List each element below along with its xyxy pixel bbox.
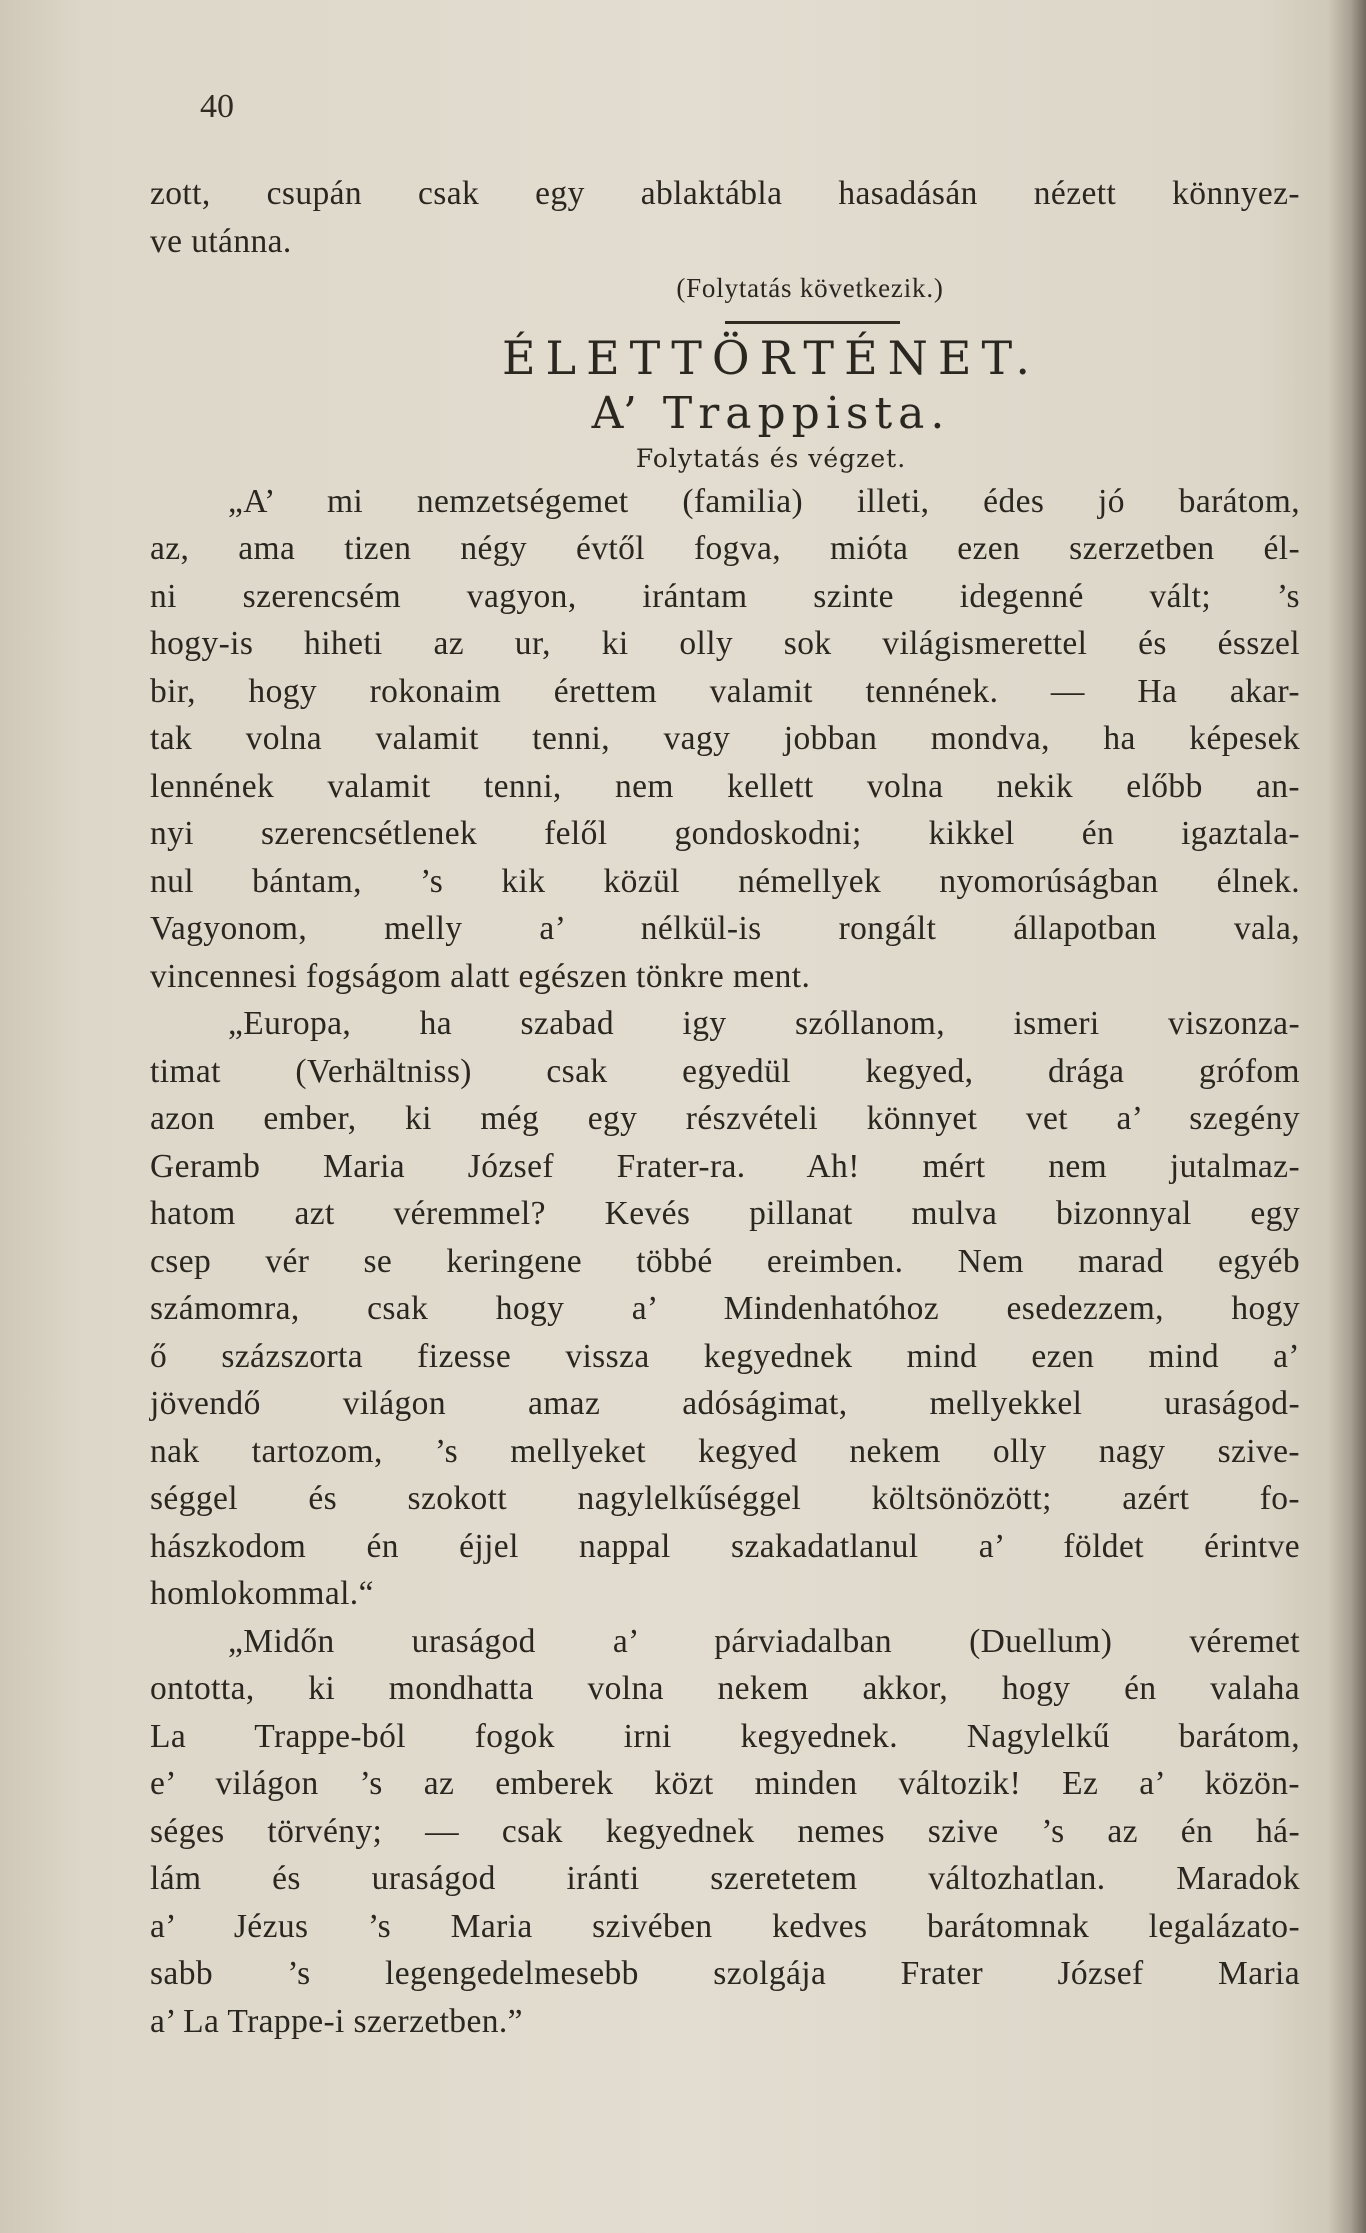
text-block [150, 170, 1300, 2045]
text-line: hatom azt véremmel? Kevés pillanat mulva bizonnyal egy [150, 1195, 1300, 1232]
text-line: az, ama tizen négy évtől fogva, mióta ezen szerzetben él- [150, 530, 1300, 567]
text-line: tak volna valamit tenni, vagy jobban mondva, ha képesek [150, 720, 1300, 757]
text-line: ő százszorta fizesse vissza kegyednek mind ezen mind a’ [150, 1337, 1300, 1375]
text-line: hászkodom én éjjel nappal szakadatlanul a’ földet érintve [150, 1527, 1300, 1565]
text-line: a’ La Trappe-i szerzetben.” [150, 2002, 523, 2040]
text-line: azon ember, ki még egy részvételi könnyet vet a’ szegény [150, 1100, 1300, 1137]
text-line: vincennesi fogságom alatt egészen tönkre ment. [150, 957, 811, 995]
text-line: nul bántam, ’s kik közül némellyek nyomorúságban élnek. [150, 862, 1300, 900]
text-line: séges törvény; — csak kegyednek nemes szive ’s az én há- [150, 1812, 1300, 1850]
section-subheading: A’ Trappista. [591, 387, 951, 439]
text-line: sabb ’s legengedelmesebb szolgája Frater József Maria [150, 1955, 1300, 1992]
text-line: timat (Verhältniss) csak egyedül kegyed, drága grófom [150, 1052, 1300, 1090]
text-line: lennének valamit tenni, nem kellett volna nekik előbb an- [150, 767, 1300, 805]
paragraph [150, 1618, 1300, 2046]
text-line: jövendő világon amaz adóságimat, mellyekkel uraságod- [150, 1385, 1300, 1422]
text-line: nyi szerencsétlenek felől gondoskodni; kikkel én igaztala- [150, 815, 1300, 852]
text-line: „A’ mi nemzetségemet (familia) illeti, édes jó barátom, [228, 482, 1300, 520]
paragraph [150, 478, 1300, 1001]
text-line: bir, hogy rokonaim érettem valamit tennének. — Ha akar- [150, 672, 1300, 710]
text-line: hogy-is hiheti az ur, ki olly sok világismerettel és ésszel [150, 625, 1300, 662]
section-heading: ÉLETTÖRTÉNET. [501, 330, 1041, 385]
text-line: „Midőn uraságod a’ párviadalban (Duellum) véremet [228, 1622, 1300, 1660]
text-line: csep vér se keringene többé ereimben. Nem marad egyéb [150, 1242, 1300, 1280]
page-number: 40 [200, 88, 234, 125]
continuation-note: (Folytatás következik.) [676, 273, 944, 303]
paragraph [150, 1000, 1300, 1618]
text-line: a’ Jézus ’s Maria szivében kedves barátomnak legalázato- [150, 1907, 1300, 1945]
text-line: lám és uraságod iránti szeretetem változhatlan. Maradok [150, 1860, 1300, 1897]
text-line: ontotta, ki mondhatta volna nekem akkor, hogy én valaha [150, 1670, 1300, 1707]
text-line: számomra, csak hogy a’ Mindenhatóhoz esedezzem, hogy [150, 1290, 1300, 1327]
text-line: ni szerencsém vagyon, irántam szinte idegenné vált; ’s [150, 577, 1300, 615]
text-line: Vagyonom, melly a’ nélkül-is rongált állapotban vala, [150, 910, 1300, 947]
text-line: zott, csupán csak egy ablaktábla hasadásán nézett könnyez- [150, 175, 1300, 212]
text-line: ve utánna. [150, 222, 292, 260]
text-line: Geramb Maria József Frater-ra. Ah! mért nem jutalmaz- [150, 1147, 1300, 1185]
text-line: séggel és szokott nagylelkűséggel költsönözött; azért fo- [150, 1480, 1300, 1517]
section-divider [725, 321, 900, 324]
text-line: „Europa, ha szabad igy szóllanom, ismeri viszonza- [228, 1005, 1300, 1042]
section-note: Folytatás és végzet. [635, 443, 907, 473]
spine-shadow [1328, 0, 1366, 2233]
text-line: homlokommal.“ [150, 1575, 374, 1612]
text-line: e’ világon ’s az emberek közt minden változik! Ez a’ közön- [150, 1765, 1300, 1802]
text-line: La Trappe-ból fogok irni kegyednek. Nagylelkű barátom, [150, 1717, 1300, 1755]
text-line: nak tartozom, ’s mellyeket kegyed nekem olly nagy szive- [150, 1432, 1300, 1470]
